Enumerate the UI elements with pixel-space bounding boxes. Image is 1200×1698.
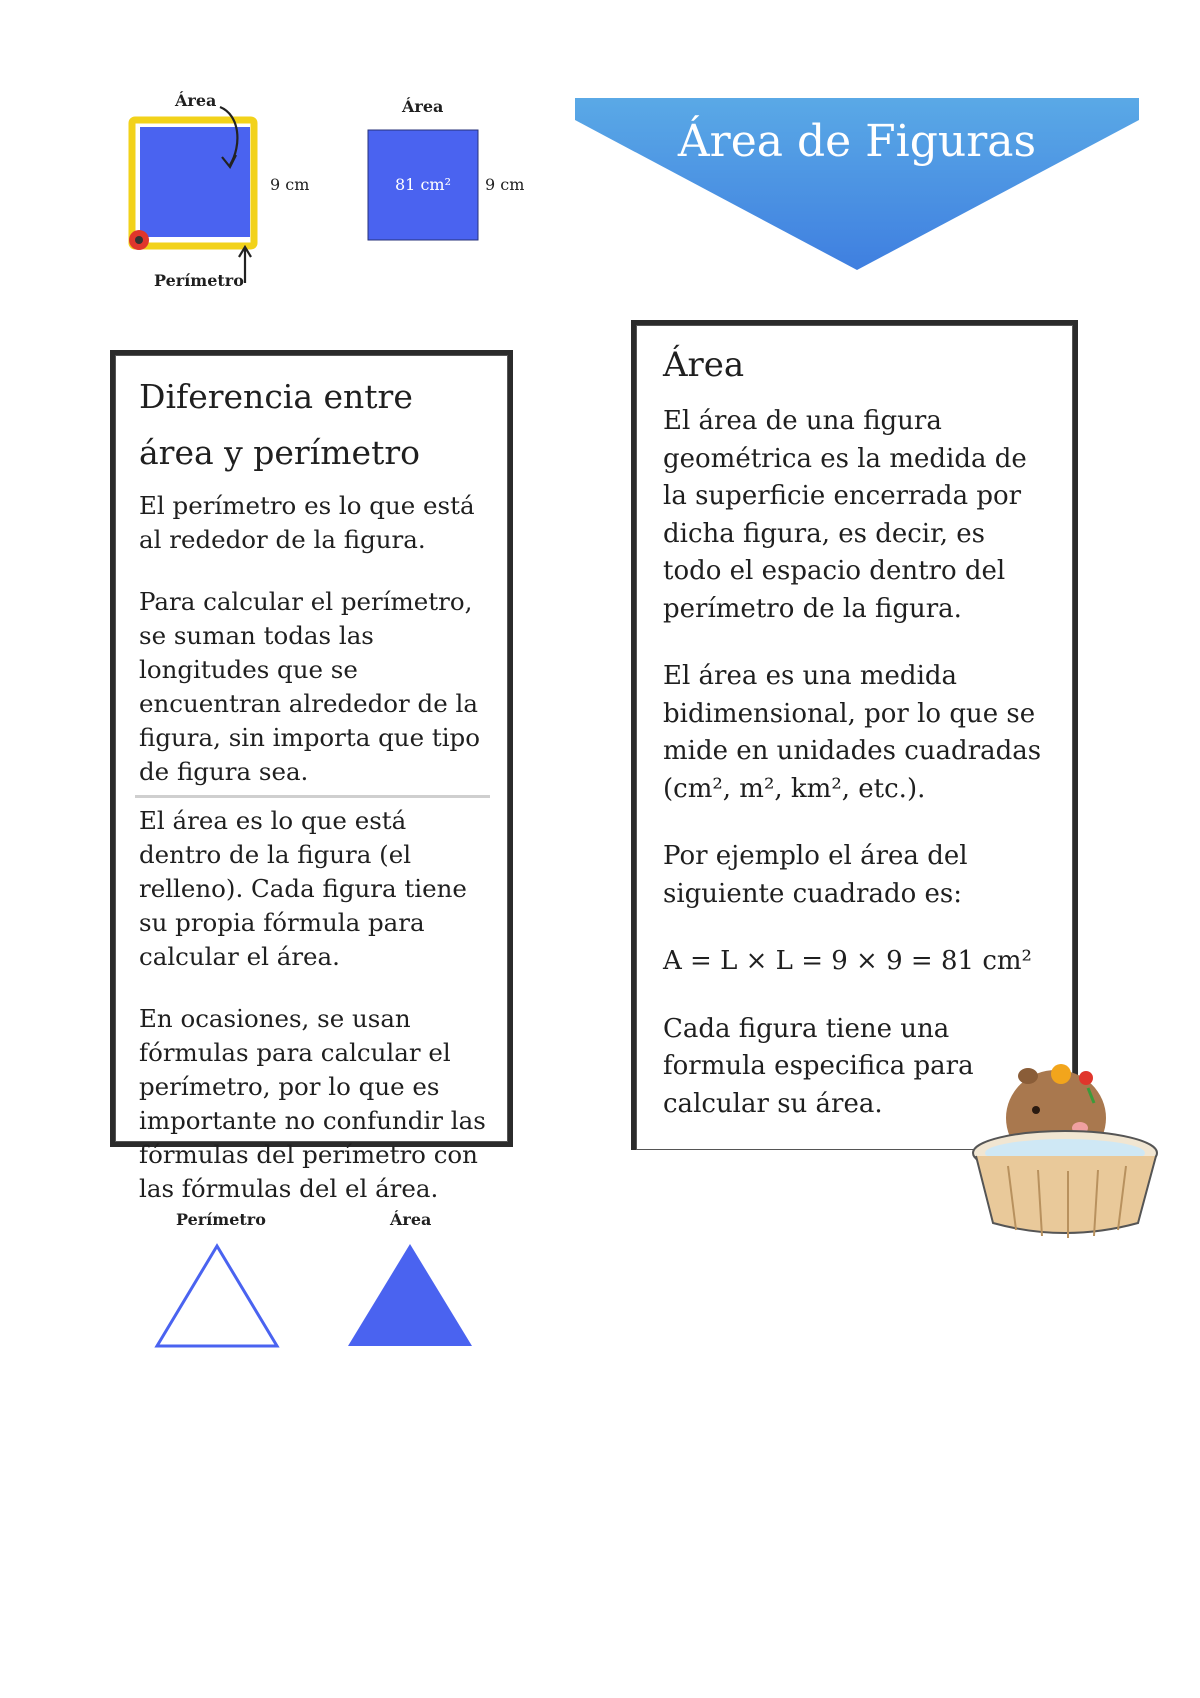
difference-paragraph-4: En ocasiones, se usan fórmulas para calcular el perímetro, por lo que es importante no confundir las fórmulas del perímetro con las fórmulas del el área. <box>139 1004 486 1203</box>
difference-paragraph-3: El área es lo que está dentro de la figura (el relleno). Cada figura tiene su propia fórmula para calcular el área. <box>139 806 467 971</box>
area-value: 81 cm² <box>395 175 451 194</box>
side-label-right: 9 cm <box>485 175 525 194</box>
bottom-diagram <box>110 1190 530 1390</box>
area-paragraph-5: Cada figura tiene una formula especifica para calcular su área. <box>663 1013 974 1119</box>
area-label-right: Área <box>402 97 444 116</box>
difference-box <box>110 350 513 1203</box>
area-title: Área <box>663 345 745 385</box>
area-square-left <box>140 127 250 237</box>
divider <box>135 795 490 798</box>
banner-title: Área de Figuras <box>677 116 1037 167</box>
area-box <box>631 320 1078 1150</box>
perimeter-triangle <box>157 1246 277 1346</box>
side-label-left: 9 cm <box>270 175 310 194</box>
perimeter-label: Perímetro <box>154 271 244 290</box>
area-label-bottom: Área <box>390 1210 432 1229</box>
area-paragraph-1: El área de una figura geométrica es la medida de la superficie encerrada por dicha figura, es decir, es todo el espacio dentro del perímetro de la figura. <box>663 406 1027 624</box>
difference-title: Diferencia entre área y perímetro <box>139 377 420 472</box>
difference-paragraph-1: El perímetro es lo que está al rededor de la figura. <box>139 491 475 554</box>
area-paragraph-3: Por ejemplo el área del siguiente cuadrado es: <box>663 841 968 909</box>
top-diagram <box>110 65 530 300</box>
area-label-left: Área <box>175 91 217 110</box>
perimeter-label-bottom: Perímetro <box>176 1210 266 1229</box>
difference-paragraph-2: Para calcular el perímetro, se suman todas las longitudes que se encuentran alrededor de la figura, sin importa que tipo de figura sea. <box>139 587 480 786</box>
area-triangle <box>348 1244 472 1346</box>
title-banner <box>575 98 1139 273</box>
capybara-in-bathtub-icon <box>968 1048 1168 1248</box>
area-paragraph-2: El área es una medida bidimensional, por lo que se mide en unidades cuadradas (cm², m², km², etc.). <box>663 661 1042 804</box>
area-formula: A = L × L = 9 × 9 = 81 cm² <box>663 946 1032 976</box>
